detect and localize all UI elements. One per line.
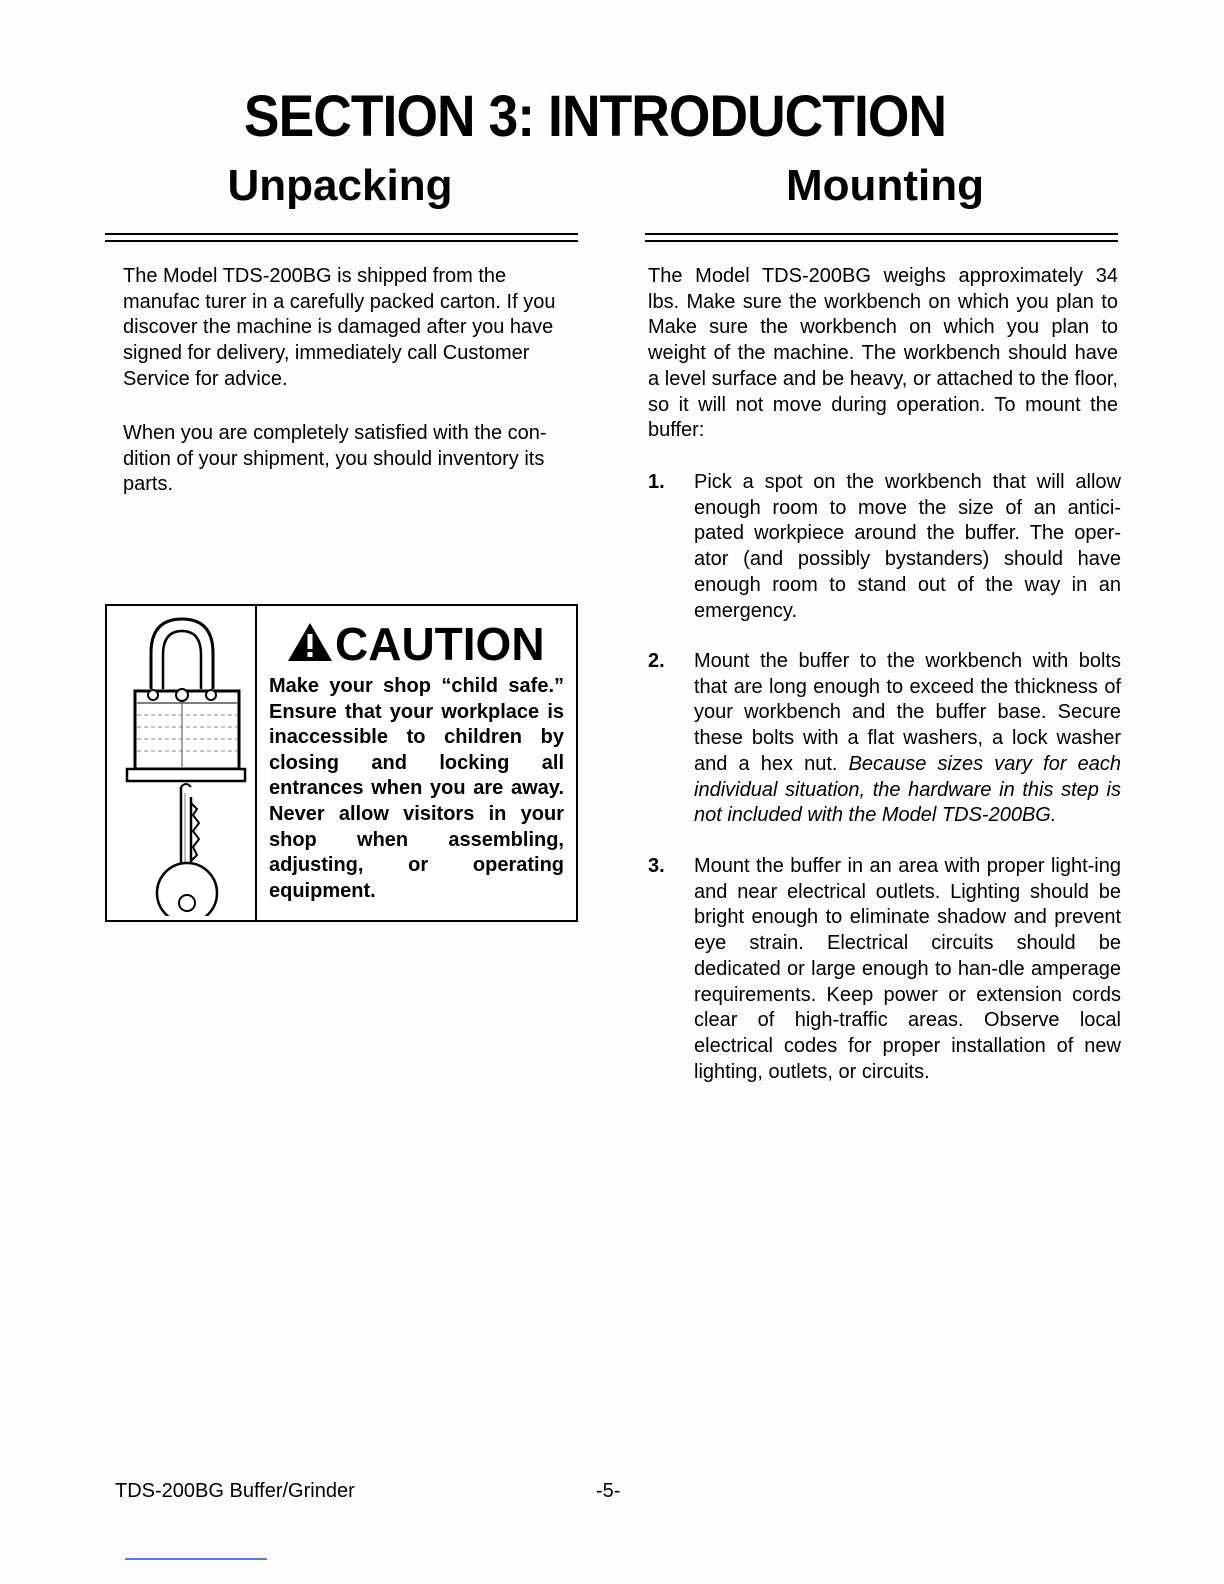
step-text: Pick a spot on the workbench that will allow enough room to move the size of an antici-pated workpiece around the buffer. The oper-ator (and possibly bystanders) should have enough room to stand out of the way in an emergency. bbox=[694, 471, 1121, 622]
page-number: -5- bbox=[596, 1480, 621, 1502]
step-number: 1. bbox=[648, 471, 665, 493]
footer-model: TDS-200BG Buffer/Grinder bbox=[115, 1480, 355, 1502]
caution-text: Make your shop “child safe.” Ensure that your workplace is inaccessible to children by closing and locking all entrances when you are away. Never allow visitors in your shop when assembling, adjusting, or operating equipment. bbox=[269, 675, 564, 902]
caution-heading-label: CAUTION bbox=[335, 618, 545, 670]
mounting-intro: The Model TDS-200BG weighs approximately 34 lbs. Make sure the workbench on which you plan to Make sure the workbench on which you plan to weight of the machine. The workbench should have a level surface and be heavy, or attached to the floor, so it will not move during operation. To mount the buffer: bbox=[648, 265, 1118, 442]
unpacking-heading: Unpacking bbox=[227, 161, 453, 210]
step-text-plain: Mount the buffer to the workbench with bolts that are long enough to exceed the thickness of your workbench and the buffer base. Secure these bolts with a flat washers, a lock washer and a hex nut. bbox=[694, 650, 1121, 775]
caution-box bbox=[105, 604, 578, 922]
unpacking-paragraph-2: When you are completely satisfied with the con-dition of your shipment, you should inventory its parts. bbox=[123, 422, 547, 496]
mounting-heading: Mounting bbox=[786, 161, 984, 210]
step-number: 2. bbox=[648, 650, 665, 672]
unpacking-paragraph-1: The Model TDS-200BG is shipped from the manufac turer in a carefully packed carton. If you discover the machine is damaged after you have signed for delivery, immediately call Customer Service for advice. bbox=[123, 265, 556, 390]
key-icon bbox=[117, 611, 247, 916]
caution-divider bbox=[255, 606, 257, 920]
step-text bbox=[694, 649, 1121, 829]
mounting-rule bbox=[645, 233, 1118, 242]
step-text: Mount the buffer in an area with proper light-ing and near electrical outlets. Lighting should be bright enough to eliminate shadow and prevent eye strain. Electrical circuits should be dedicated or large enough to han-dle amperage requirements. Keep power or extension cords clear of high-traffic areas. Observe local electrical codes for proper installation of new lighting, outlets, or circuits. bbox=[694, 855, 1121, 1083]
warning-triangle-icon bbox=[287, 622, 333, 662]
unpacking-rule bbox=[105, 233, 578, 242]
step-number: 3. bbox=[648, 855, 665, 877]
step-text-italic: Because sizes vary for each individual situation, the hardware in this step is not included with the Model TDS-200BG. bbox=[694, 752, 1121, 827]
bottom-mark bbox=[125, 1558, 267, 1560]
page-title: SECTION 3: INTRODUCTION bbox=[243, 84, 947, 149]
caution-heading bbox=[287, 618, 572, 670]
